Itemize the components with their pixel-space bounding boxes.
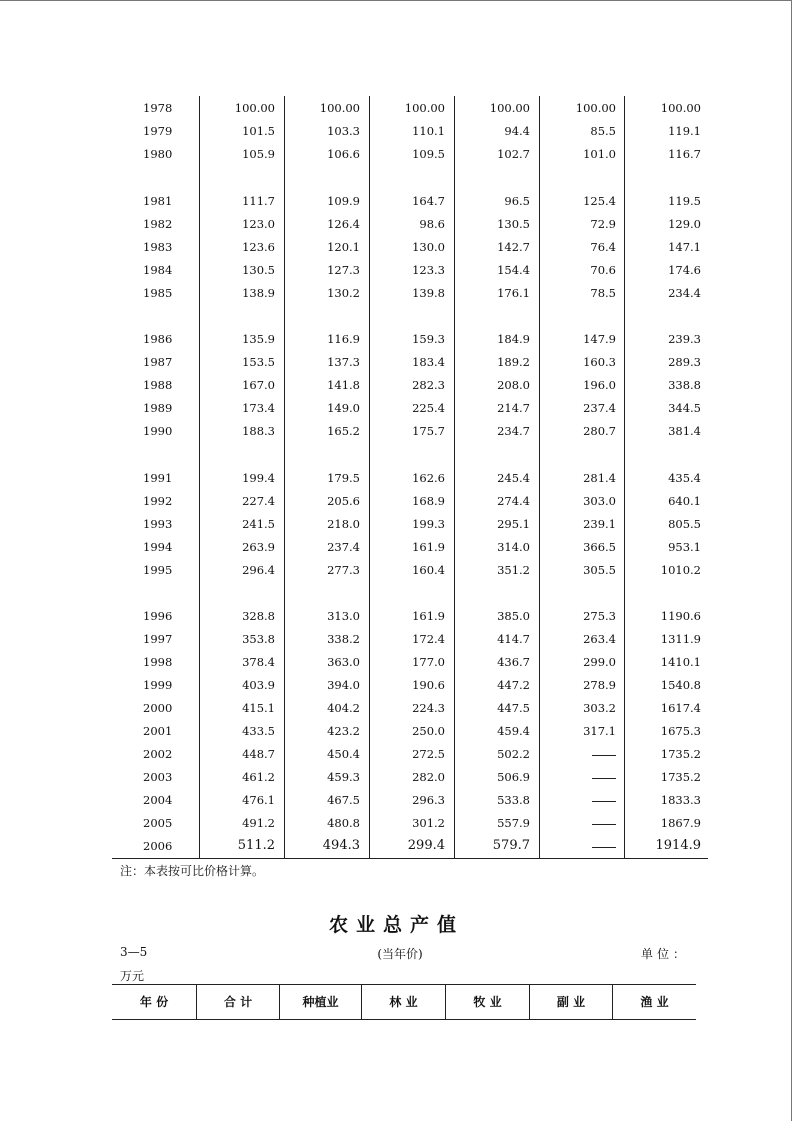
- table-cell-value: 135.9: [242, 332, 275, 346]
- table-cell-year: 1983: [143, 239, 173, 254]
- table-cell-value: 506.9: [497, 770, 530, 784]
- table-cell-value: 415.1: [242, 701, 275, 715]
- table-cell-value: 188.3: [242, 424, 275, 438]
- table-cell-value: 436.7: [497, 655, 530, 669]
- table-cell-value: 214.7: [497, 401, 530, 415]
- table-cell-value: 205.6: [327, 493, 360, 508]
- table-cell-year: 2002: [143, 747, 173, 761]
- table-cell-value: 245.4: [497, 470, 530, 485]
- header-forestry: 林 业: [389, 995, 418, 1009]
- table-cell-value: 130.0: [412, 239, 445, 254]
- table-cell-value: 296.4: [242, 562, 275, 577]
- table-cell-value: 159.3: [412, 332, 445, 346]
- table-cell-value: 459.4: [497, 724, 530, 738]
- table-cell-year: 2006: [143, 839, 173, 853]
- table-cell-value: 139.8: [412, 285, 445, 300]
- column-divider: [199, 96, 200, 859]
- table-cell-value: 160.3: [583, 355, 616, 369]
- column-divider: [539, 96, 540, 859]
- table-cell-value: 363.0: [327, 655, 360, 669]
- table-cell-value: 502.2: [497, 747, 530, 761]
- table-cell-value: 100.00: [489, 101, 530, 115]
- table-cell-value: 127.3: [327, 262, 360, 277]
- table-cell-value: 164.7: [412, 193, 445, 208]
- table-cell-value: 116.9: [327, 332, 360, 346]
- table-cell-value: 184.9: [497, 332, 530, 346]
- table-cell-value: 491.2: [242, 816, 275, 830]
- table-cell-dash: [592, 755, 616, 756]
- table-cell-value: 106.6: [327, 147, 360, 161]
- table-cell-value: 640.1: [668, 493, 701, 508]
- table-cell-value: 173.4: [242, 401, 275, 415]
- header-total: 合 计: [223, 995, 253, 1009]
- table-cell-value: 129.0: [668, 216, 701, 231]
- table-cell-dash: [592, 824, 616, 825]
- table-cell-value: 94.4: [504, 124, 530, 138]
- table-cell-year: 2004: [143, 793, 173, 807]
- table-cell-value: 404.2: [327, 701, 360, 715]
- column-divider: [454, 96, 455, 859]
- table-cell-value: 278.9: [583, 678, 616, 692]
- table-cell-value: 314.0: [497, 539, 530, 554]
- table-cell-value: 138.9: [242, 285, 275, 300]
- column-divider: [284, 96, 285, 859]
- table-cell-value: 147.1: [668, 239, 701, 254]
- table-cell-value: 317.1: [583, 724, 616, 738]
- table-cell-value: 234.4: [668, 285, 701, 300]
- table-cell-value: 130.5: [242, 262, 275, 277]
- unit-value: 万元: [120, 969, 145, 983]
- table-cell-value: 447.2: [497, 678, 530, 692]
- table-cell-value: 394.0: [327, 678, 360, 692]
- table-cell-value: 1914.9: [655, 838, 701, 853]
- table-cell-value: 511.2: [237, 838, 275, 853]
- table-cell-value: 557.9: [497, 816, 530, 830]
- table-cell-value: 448.7: [242, 747, 275, 761]
- table-cell-value: 126.4: [327, 216, 360, 231]
- table-cell-value: 250.0: [412, 724, 445, 738]
- table-cell-value: 100.00: [404, 101, 445, 115]
- table-cell-value: 225.4: [412, 401, 445, 415]
- column-divider: [624, 96, 625, 859]
- table-cell-value: 149.0: [327, 401, 360, 415]
- table-cell-year: 1993: [143, 516, 173, 531]
- table-cell-value: 78.5: [590, 285, 616, 300]
- table-cell-value: 208.0: [497, 378, 530, 392]
- table-cell-value: 172.4: [412, 632, 445, 646]
- table-cell-value: 299.0: [583, 655, 616, 669]
- table-cell-value: 239.3: [668, 332, 701, 346]
- header-crops: 种植业: [302, 995, 339, 1009]
- table-cell-value: 154.4: [497, 262, 530, 277]
- table-cell-dash: [592, 778, 616, 779]
- table-cell-value: 305.5: [583, 562, 616, 577]
- table-cell-value: 467.5: [327, 793, 360, 807]
- column-divider: [369, 96, 370, 859]
- table-cell-value: 189.2: [497, 355, 530, 369]
- table-note: 注：本表按可比价格计算。: [120, 864, 265, 878]
- table-cell-value: 165.2: [327, 424, 360, 438]
- table-cell-value: 280.7: [583, 424, 616, 438]
- table-cell-value: 533.8: [497, 793, 530, 807]
- table-cell-value: 123.3: [412, 262, 445, 277]
- table-cell-value: 414.7: [497, 632, 530, 646]
- table-cell-value: 263.4: [583, 632, 616, 646]
- table-cell-value: 130.2: [327, 285, 360, 300]
- table-cell-value: 1540.8: [660, 678, 701, 692]
- table-cell-value: 281.4: [583, 470, 616, 485]
- table-cell-value: 177.0: [412, 655, 445, 669]
- table-cell-value: 102.7: [497, 147, 530, 161]
- table-cell-value: 344.5: [668, 401, 701, 415]
- table-cell-year: 2001: [143, 724, 173, 738]
- section-title: 农业总产值: [328, 914, 464, 936]
- table-cell-value: 381.4: [668, 424, 701, 438]
- table-cell-value: 476.1: [242, 793, 275, 807]
- table-cell-year: 2000: [143, 701, 173, 715]
- table-cell-value: 174.6: [668, 262, 701, 277]
- table-cell-value: 274.4: [497, 493, 530, 508]
- table-cell-value: 459.3: [327, 770, 360, 784]
- table-cell-value: 119.1: [668, 124, 701, 138]
- table-cell-value: 282.0: [412, 770, 445, 784]
- table-cell-value: 351.2: [497, 562, 530, 577]
- table-cell-value: 239.1: [583, 516, 616, 531]
- table-cell-value: 120.1: [327, 239, 360, 254]
- table-cell-value: 72.9: [590, 216, 616, 231]
- table-cell-value: 123.0: [242, 216, 275, 231]
- table-cell-value: 277.3: [327, 562, 360, 577]
- table-cell-year: 1986: [143, 332, 173, 346]
- table-cell-dash: [592, 847, 616, 848]
- table-cell-year: 1980: [143, 147, 173, 161]
- table-cell-year: 1978: [143, 101, 173, 115]
- table-cell-value: 275.3: [583, 609, 616, 623]
- table-cell-value: 282.3: [412, 378, 445, 392]
- table-cell-value: 111.7: [242, 193, 275, 208]
- table-cell-value: 313.0: [327, 609, 360, 623]
- table-cell-value: 100.00: [575, 101, 616, 115]
- table-cell-year: 1990: [143, 424, 173, 438]
- table-cell-year: 1985: [143, 285, 173, 300]
- table-code: 3—5: [120, 945, 148, 959]
- table-cell-year: 1999: [143, 678, 173, 692]
- table-cell-value: 328.8: [242, 609, 275, 623]
- table-cell-year: 1981: [143, 193, 173, 208]
- table-cell-value: 299.4: [407, 838, 445, 853]
- table-cell-value: 105.9: [242, 147, 275, 161]
- table-cell-value: 153.5: [242, 355, 275, 369]
- table-cell-value: 100.00: [660, 101, 701, 115]
- table-cell-value: 176.1: [497, 285, 530, 300]
- table-cell-value: 435.4: [668, 470, 701, 485]
- table-cell-value: 119.5: [668, 193, 701, 208]
- table-cell-value: 125.4: [583, 193, 616, 208]
- table-cell-value: 110.1: [412, 124, 445, 138]
- table-cell-value: 76.4: [590, 239, 616, 254]
- table-cell-year: 1997: [143, 632, 173, 646]
- header-year: 年 份: [139, 995, 169, 1009]
- table-cell-value: 480.8: [327, 816, 360, 830]
- table-cell-value: 70.6: [590, 262, 616, 277]
- table-cell-value: 1735.2: [660, 770, 701, 784]
- table-cell-value: 141.8: [327, 378, 360, 392]
- table-cell-value: 1311.9: [660, 632, 701, 646]
- table-cell-value: 183.4: [412, 355, 445, 369]
- table-cell-value: 1833.3: [660, 793, 701, 807]
- table-cell-value: 403.9: [242, 678, 275, 692]
- table-cell-value: 237.4: [583, 401, 616, 415]
- table-cell-dash: [592, 801, 616, 802]
- table-cell-value: 303.2: [583, 701, 616, 715]
- table-cell-value: 137.3: [327, 355, 360, 369]
- table-cell-value: 199.3: [412, 516, 445, 531]
- table-cell-value: 161.9: [412, 539, 445, 554]
- table-cell-value: 147.9: [583, 332, 616, 346]
- table-cell-value: 378.4: [242, 655, 275, 669]
- table-cell-value: 227.4: [242, 493, 275, 508]
- table-cell-value: 98.6: [419, 216, 445, 231]
- table-cell-value: 461.2: [242, 770, 275, 784]
- table-cell-value: 109.9: [327, 193, 360, 208]
- table-cell-value: 130.5: [497, 216, 530, 231]
- table-cell-value: 1735.2: [660, 747, 701, 761]
- table-cell-value: 1675.3: [660, 724, 701, 738]
- table-cell-value: 272.5: [412, 747, 445, 761]
- table-cell-year: 2005: [143, 816, 173, 830]
- table-cell-year: 2003: [143, 770, 173, 784]
- table-cell-value: 338.8: [668, 378, 701, 392]
- header-livestock: 牧 业: [473, 995, 502, 1009]
- table-cell-value: 579.7: [492, 838, 530, 853]
- table-cell-year: 1988: [143, 378, 173, 392]
- unit-label: 单位：: [641, 947, 690, 961]
- table-cell-year: 1998: [143, 655, 173, 669]
- table-cell-year: 1992: [143, 493, 173, 508]
- table-cell-year: 1991: [143, 470, 173, 485]
- table-cell-value: 175.7: [412, 424, 445, 438]
- table-cell-value: 100.00: [319, 101, 360, 115]
- table-cell-value: 234.7: [497, 424, 530, 438]
- table-cell-value: 123.6: [242, 239, 275, 254]
- output-header-table: [112, 984, 696, 1020]
- table-cell-value: 101.0: [583, 147, 616, 161]
- table-cell-value: 109.5: [412, 147, 445, 161]
- table-cell-value: 450.4: [327, 747, 360, 761]
- table-cell-value: 167.0: [242, 378, 275, 392]
- table-cell-value: 224.3: [412, 701, 445, 715]
- table-cell-value: 447.5: [497, 701, 530, 715]
- table-cell-value: 162.6: [412, 470, 445, 485]
- table-cell-value: 289.3: [668, 355, 701, 369]
- table-cell-value: 196.0: [583, 378, 616, 392]
- table-cell-value: 142.7: [497, 239, 530, 254]
- table-cell-value: 1410.1: [660, 655, 701, 669]
- table-cell-year: 1996: [143, 609, 173, 623]
- table-cell-value: 1617.4: [660, 701, 701, 715]
- table-cell-value: 101.5: [242, 124, 275, 138]
- table-cell-year: 1989: [143, 401, 173, 415]
- table-cell-value: 1190.6: [660, 609, 701, 623]
- table-cell-value: 161.9: [412, 609, 445, 623]
- table-cell-value: 85.5: [590, 124, 616, 138]
- header-fishery: 渔 业: [640, 995, 669, 1009]
- table-cell-value: 96.5: [504, 193, 530, 208]
- table-bottom-rule: [112, 858, 708, 859]
- table-cell-value: 296.3: [412, 793, 445, 807]
- table-cell-year: 1979: [143, 124, 173, 138]
- table-cell-value: 338.2: [327, 632, 360, 646]
- table-cell-value: 241.5: [242, 516, 275, 531]
- table-cell-value: 353.8: [242, 632, 275, 646]
- table-cell-value: 190.6: [412, 678, 445, 692]
- header-sideline: 副 业: [556, 995, 586, 1009]
- table-cell-value: 385.0: [497, 609, 530, 623]
- table-cell-value: 160.4: [412, 562, 445, 577]
- table-cell-value: 168.9: [412, 493, 445, 508]
- table-cell-value: 199.4: [242, 470, 275, 485]
- table-cell-value: 423.2: [327, 724, 360, 738]
- table-cell-value: 303.0: [583, 493, 616, 508]
- table-cell-value: 263.9: [242, 539, 275, 554]
- table-cell-value: 301.2: [412, 816, 445, 830]
- table-cell-year: 1994: [143, 539, 173, 554]
- table-cell-value: 366.5: [583, 539, 616, 554]
- table-cell-value: 953.1: [668, 539, 701, 554]
- table-cell-value: 433.5: [242, 724, 275, 738]
- table-cell-value: 1010.2: [660, 562, 701, 577]
- table-cell-year: 1987: [143, 355, 173, 369]
- table-cell-value: 116.7: [668, 147, 701, 161]
- table-cell-value: 805.5: [668, 516, 701, 531]
- table-cell-value: 494.3: [322, 838, 360, 853]
- table-cell-year: 1982: [143, 216, 173, 231]
- table-cell-year: 1995: [143, 562, 173, 577]
- table-cell-value: 237.4: [327, 539, 360, 554]
- price-basis: (当年价): [377, 947, 423, 961]
- table-cell-value: 1867.9: [660, 816, 701, 830]
- table-cell-year: 1984: [143, 262, 173, 277]
- table-cell-value: 100.00: [234, 101, 275, 115]
- table-cell-value: 295.1: [497, 516, 530, 531]
- table-cell-value: 218.0: [327, 516, 360, 531]
- table-cell-value: 179.5: [327, 470, 360, 485]
- table-cell-value: 103.3: [327, 124, 360, 138]
